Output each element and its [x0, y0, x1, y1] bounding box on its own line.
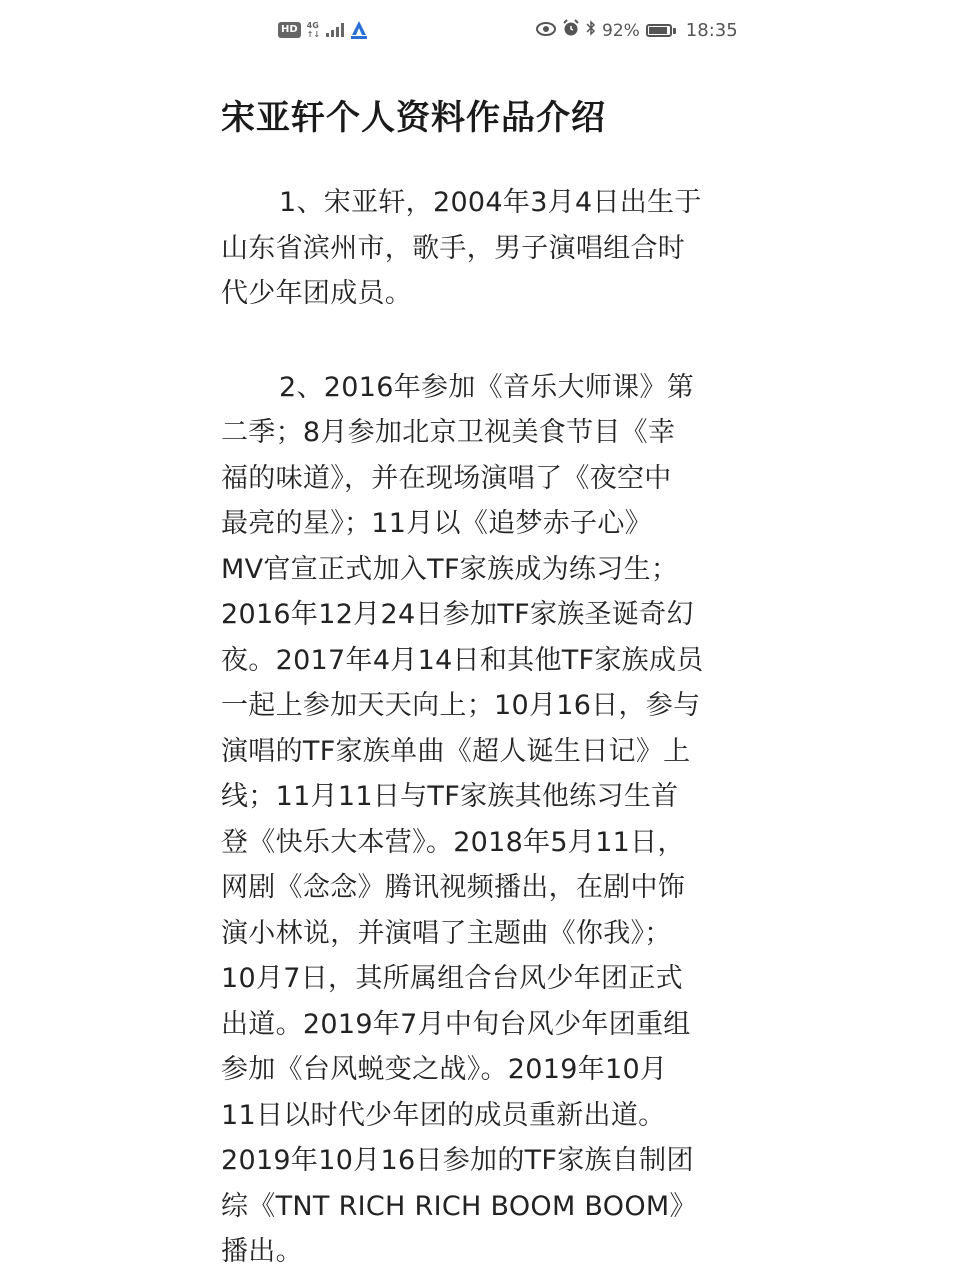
- text-line: 1、宋亚轩，2004年3月4日出生于: [279, 187, 702, 218]
- status-bar: [0, 0, 960, 64]
- text-line: 演唱的TF家族单曲《超人诞生日记》上: [221, 735, 691, 767]
- text-line: 10月7日，其所属组合台风少年团正式: [221, 963, 683, 994]
- text-line: 演小林说，并演唱了主题曲《你我》；: [221, 917, 672, 949]
- hd-voice-icon: HD: [278, 22, 301, 38]
- battery-icon: [646, 24, 676, 37]
- text-line: 山东省滨州市，歌手，男子演唱组合时: [221, 232, 686, 264]
- paragraph-2: [221, 365, 751, 1275]
- text-line: 福的味道》，并在现场演唱了《夜空中: [221, 462, 672, 494]
- text-line: MV官宣正式加入TF家族成为练习生；: [221, 553, 679, 585]
- text-line: 网剧《念念》腾讯视频播出，在剧中饰: [221, 872, 686, 903]
- blue-a-app-icon: [350, 20, 368, 40]
- paragraph-1: [221, 180, 751, 317]
- text-line: 2、2016年参加《音乐大师课》第: [279, 371, 694, 403]
- status-bar-right: [536, 19, 738, 42]
- eye-comfort-icon: [536, 21, 556, 41]
- text-line: 综《TNT RICH RICH BOOM BOOM》: [221, 1190, 697, 1222]
- text-line: 播出。: [221, 1236, 303, 1267]
- alarm-clock-icon: [562, 19, 580, 42]
- bluetooth-icon: [586, 19, 596, 42]
- text-line: 夜。2017年4月14日和其他TF家族成员: [221, 644, 704, 676]
- text-line: 登《快乐大本营》。2018年5月11日，: [221, 826, 685, 858]
- text-line: 出道。2019年7月中旬台风少年团重组: [221, 1008, 691, 1040]
- text-line: 线；11月11日与TF家族其他练习生首: [221, 781, 679, 812]
- network-type-icon: 4G ↑↓: [306, 21, 321, 39]
- status-bar-left: [278, 20, 368, 40]
- text-line: 最亮的星》；11月以《追梦赤子心》: [221, 508, 652, 539]
- text-line: 2019年10月16日参加的TF家族自制团: [221, 1145, 694, 1176]
- article: [221, 88, 751, 1275]
- text-line: 2016年12月24日参加TF家族圣诞奇幻: [221, 599, 694, 630]
- text-line: 11日以时代少年团的成员重新出道。: [221, 1099, 666, 1131]
- clock-time: 18:35: [685, 20, 738, 41]
- page-title: 宋亚轩个人资料作品介绍: [221, 98, 606, 138]
- text-line: 代少年团成员。: [221, 278, 413, 309]
- text-line: 参加《台风蜕变之战》。2019年10月: [221, 1054, 668, 1085]
- text-line: 二季；8月参加北京卫视美食节目《幸: [221, 417, 676, 448]
- signal-bars-icon: [326, 23, 344, 37]
- battery-percent: 92%: [602, 20, 640, 41]
- text-line: 一起上参加天天向上；10月16日，参与: [221, 690, 701, 721]
